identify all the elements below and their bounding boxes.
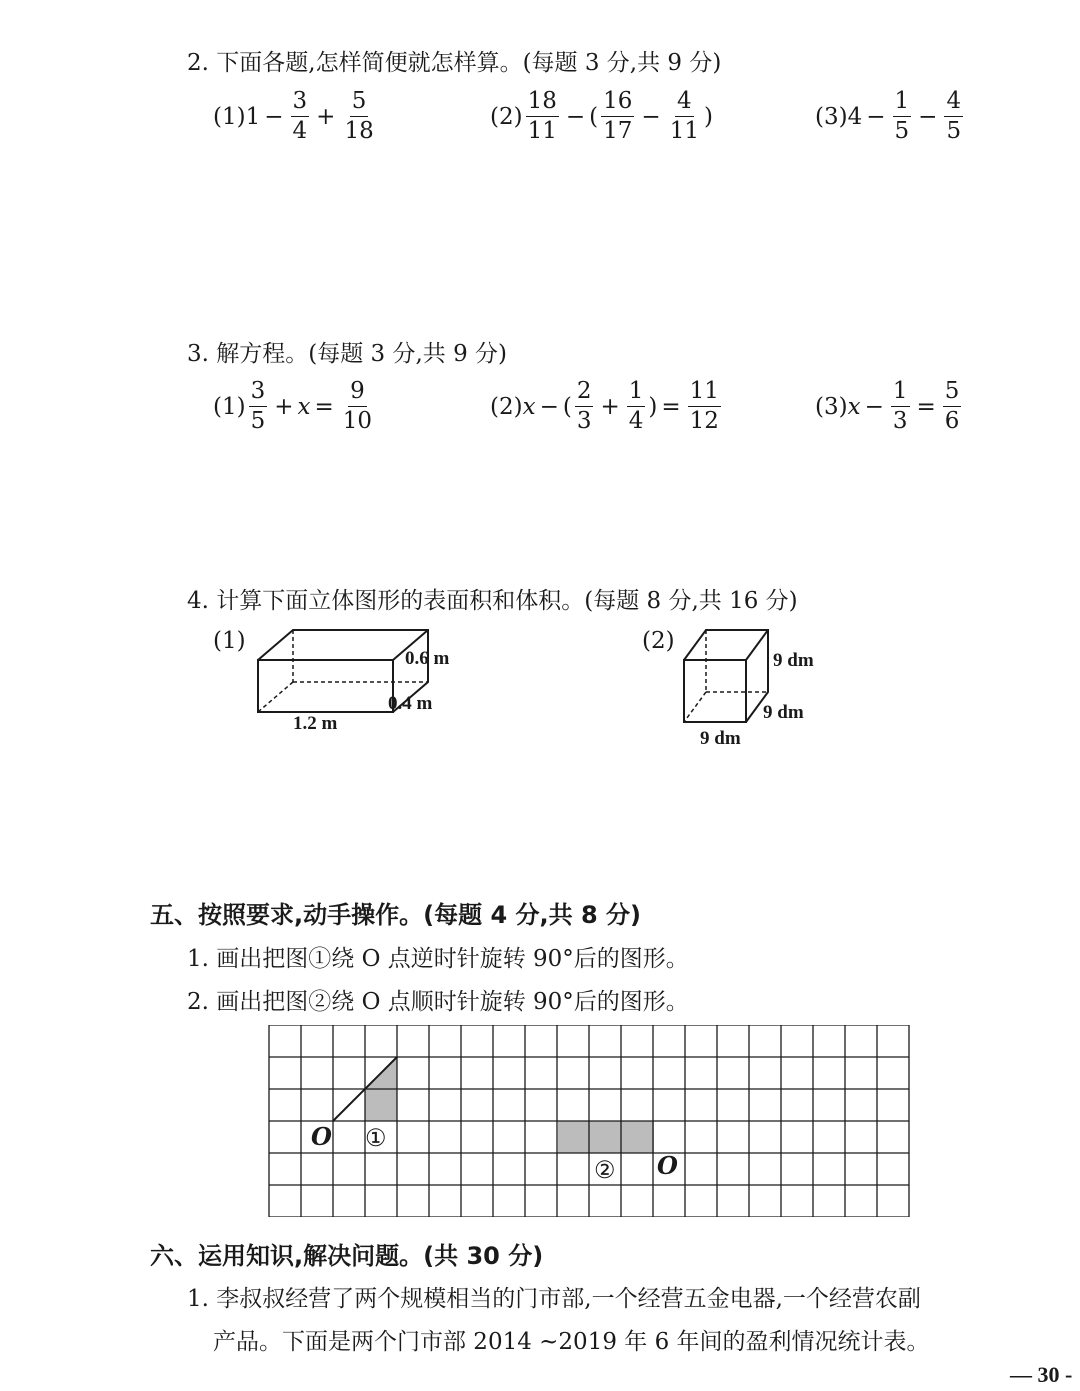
cube-length-label: 9 dm — [700, 728, 741, 749]
page-number: — 30 - — [1010, 1362, 1073, 1387]
figure-1-label: (1) — [213, 628, 246, 654]
point-o-label-2: O — [657, 1151, 678, 1180]
cube-figure — [676, 622, 776, 728]
q3-title: 3. 解方程。(每题 3 分,共 9 分) — [187, 341, 508, 367]
q3-problem-3: (3) x − $\frac{1}{3}$ = $\frac{5}{6}$ — [815, 378, 960, 434]
section-5-title: 五、按照要求,动手操作。(每题 4 分,共 8 分) — [150, 901, 641, 929]
section-6-title: 六、运用知识,解决问题。(共 30 分) — [150, 1242, 544, 1270]
section-5-item-2: 2. 画出把图②绕 O 点顺时针旋转 90°后的图形。 — [187, 989, 689, 1015]
section-5-item-1: 1. 画出把图①绕 O 点逆时针旋转 90°后的图形。 — [187, 946, 689, 972]
q3-problem-1: (1) $\frac{3}{5}$ + x = $\frac{9}{10}$ — [213, 378, 373, 434]
q2-problem-1: (1) 1 − $\frac{3}{4}$ + $\frac{5}{18}$ — [213, 88, 374, 144]
shape-2-label: ② — [594, 1156, 616, 1184]
shape-2-rectangle — [558, 1121, 654, 1153]
shape-1-label: ① — [365, 1124, 387, 1152]
cuboid-height-label: 0.6 m — [405, 648, 450, 669]
section-6-item-1-line-1: 1. 李叔叔经营了两个规模相当的门市部,一个经营五金电器,一个经营农副 — [187, 1286, 921, 1312]
section-6-item-1-line-2: 产品。下面是两个门市部 2014 ~2019 年 6 年间的盈利情况统计表。 — [213, 1329, 930, 1355]
q2-problem-3: (3) 4 − $\frac{1}{5}$ − $\frac{4}{5}$ — [815, 88, 962, 144]
q3-problem-2: (2) x − ( $\frac{2}{3}$ + $\frac{1}{4}$ ) = $\frac{11}{12}$ — [490, 378, 719, 434]
q2-problem-2: (2) $\frac{18}{11}$ − ( $\frac{16}{17}$ − $\frac{4}{11}$ ) — [490, 88, 713, 144]
cube-height-label: 9 dm — [773, 650, 814, 671]
figure-2-label: (2) — [642, 628, 675, 654]
cuboid-depth-label: 0.4 m — [388, 693, 433, 714]
point-o-label-1: O — [311, 1122, 332, 1151]
cuboid-figure — [250, 620, 480, 740]
cube-depth-label: 9 dm — [763, 702, 804, 723]
q4-title: 4. 计算下面立体图形的表面积和体积。(每题 8 分,共 16 分) — [187, 588, 798, 614]
q2-title: 2. 下面各题,怎样简便就怎样算。(每题 3 分,共 9 分) — [187, 50, 722, 76]
cuboid-length-label: 1.2 m — [293, 713, 338, 734]
rotation-grid — [268, 1025, 916, 1217]
